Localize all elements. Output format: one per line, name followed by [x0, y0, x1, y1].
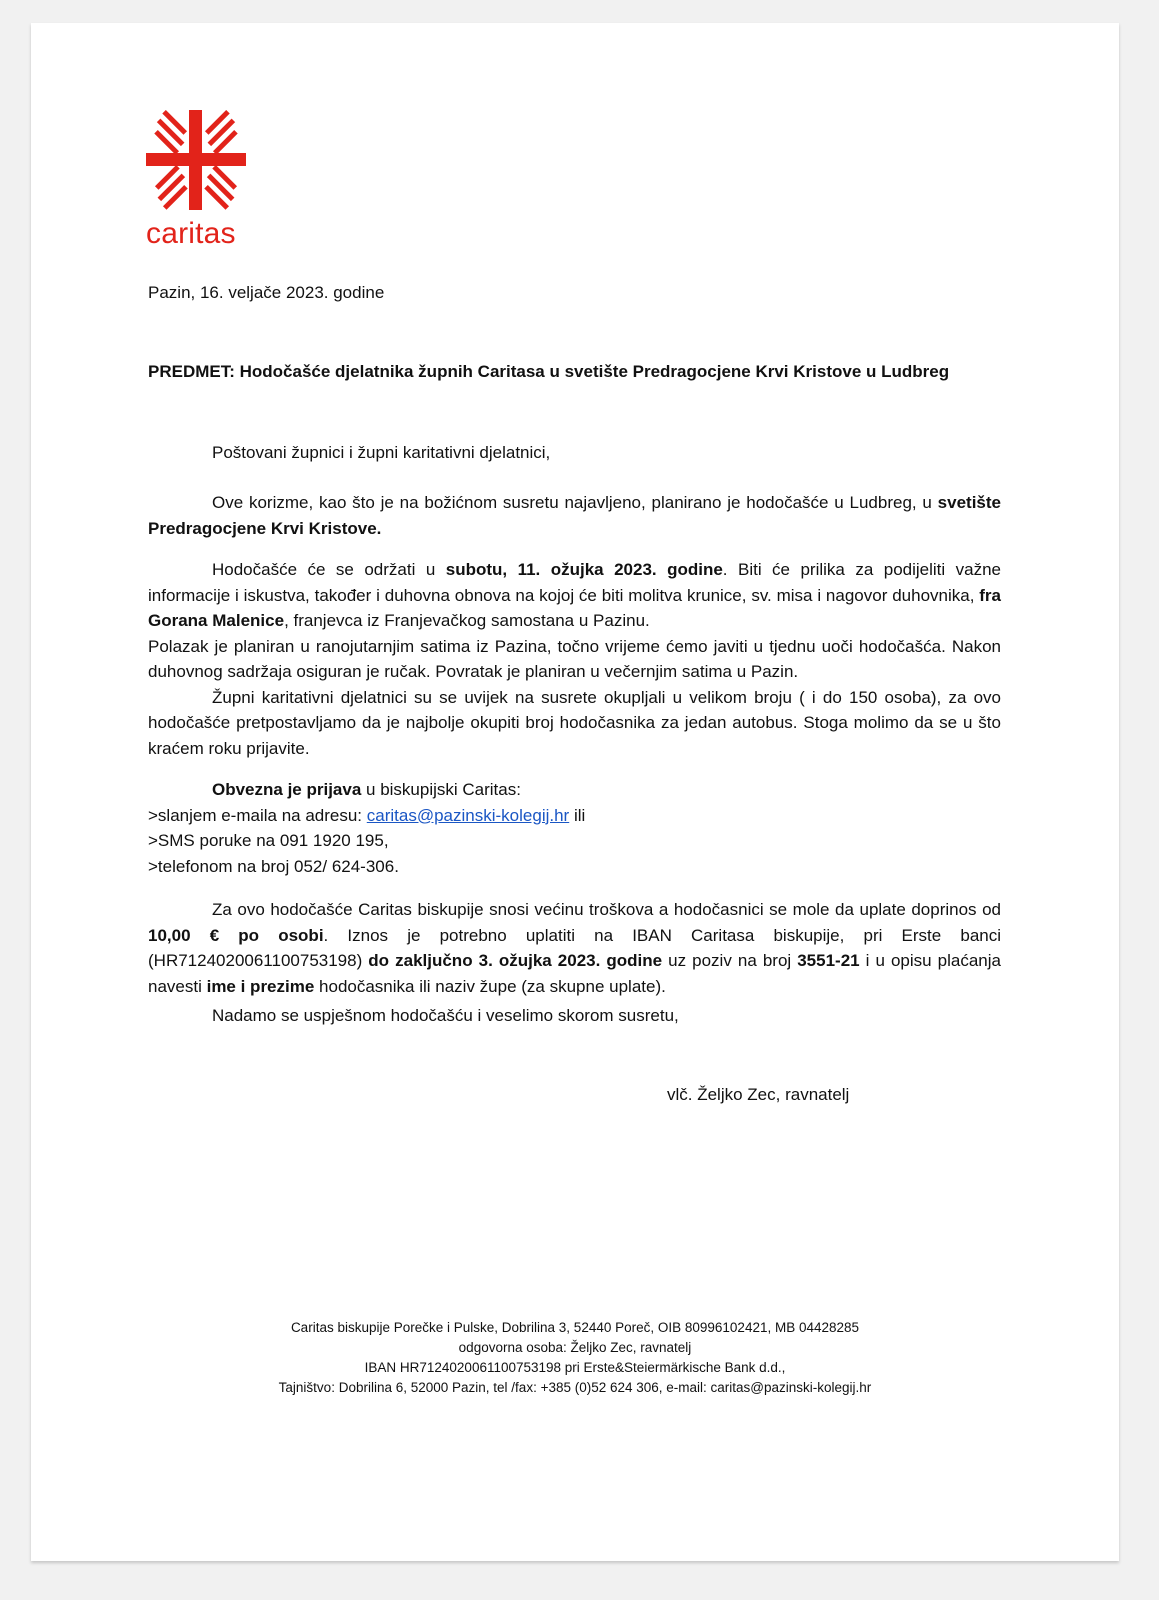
phone-contact: >telefonom na broj 052/ 624-306.	[148, 856, 399, 876]
paragraph-details: Hodočašće će se održati u subotu, 11. ožujka 2023. godine. Biti će prilika za podijeliti važne informacije i iskustva, također i duhovna obnova na kojoj će biti molitva krunice, sv. misa i nagovor duhovnika, fra Gorana Malenice, franjevca iz Franjevačkog samostana u Pazinu. Polazak je planiran u ranojutarnjim satima iz Pazina, točno vrijeme ćemo javiti u tjednu uoči hodočašća. Nakon duhovnog sadržaja osiguran je ručak. Povratak je planiran u večernjim satima u Pazin. Župni karitativni djelatnici su se uvijek na susrete okupljali u velikom broju ( i do 150 osoba), za ovo hodočašće pretpostavljamo da je najbolje okupiti broj hodočasnika za jedan autobus. Stoga molimo da se u što kraćem roku prijavite.	[148, 560, 1001, 758]
signature: vlč. Željko Zec, ravnatelj	[667, 1085, 850, 1104]
paragraph-intro: Ove korizme, kao što je na božićnom susretu najavljeno, planirano je hodočašće u Ludbreg, u svetište Predragocjene Krvi Kristove.	[148, 493, 1001, 538]
letter-page	[31, 23, 1119, 1561]
footer-line: Caritas biskupije Porečke i Pulske, Dobrilina 3, 52440 Poreč, OIB 80996102421, MB 04428285	[290, 1320, 860, 1335]
letter-date: Pazin, 16. veljače 2023. godine	[148, 283, 385, 302]
caritas-cross-icon	[146, 110, 246, 210]
payment-info: Za ovo hodočašće Caritas biskupije snosi većinu troškova a hodočasnici se mole da uplate doprinos od 10,00 € po osobi. Iznos je potrebno uplatiti na IBAN Caritasa biskupije, pri Erste banci (HR7124020061100753198) do zaključno 3. ožujka 2023. godine uz poziv na broj 3551-21 i u opisu plaćanja navesti ime i prezime hodočasnika ili naziv župe (za skupne uplate).	[148, 900, 1002, 996]
salutation: Poštovani župnici i župni karitativni djelatnici,	[212, 443, 551, 462]
email-link[interactable]: caritas@pazinski-kolegij.hr	[366, 805, 570, 825]
closing-line: Nadamo se uspješnom hodočašću i veselimo skorom susretu,	[212, 1006, 679, 1025]
sms-contact: >SMS poruke na 091 1920 195,	[148, 831, 389, 850]
letter-subject: PREDMET: Hodočašće djelatnika župnih Caritasa u svetište Predragocjene Krvi Kristove u Ludbreg	[148, 362, 950, 381]
footer-line: IBAN HR7124020061100753198 pri Erste&Steiermärkische Bank d.d.,	[364, 1360, 786, 1375]
logo-wordmark: caritas	[146, 217, 236, 250]
footer-line: Tajništvo: Dobrilina 6, 52000 Pazin, tel /fax: +385 (0)52 624 306, e-mail: caritas@pazinski-kolegij.hr	[278, 1380, 872, 1395]
footer-line: odgovorna osoba: Željko Zec, ravnatelj	[458, 1340, 692, 1355]
letter-footer	[31, 1318, 1119, 1398]
registration-info: Obvezna je prijava u biskupijski Caritas: >slanjem e-maila na adresu: caritas@pazinski-kolegij.hr ili >SMS poruke na 091 1920 195, >telefonom na broj 052/ 624-306.	[148, 780, 586, 876]
